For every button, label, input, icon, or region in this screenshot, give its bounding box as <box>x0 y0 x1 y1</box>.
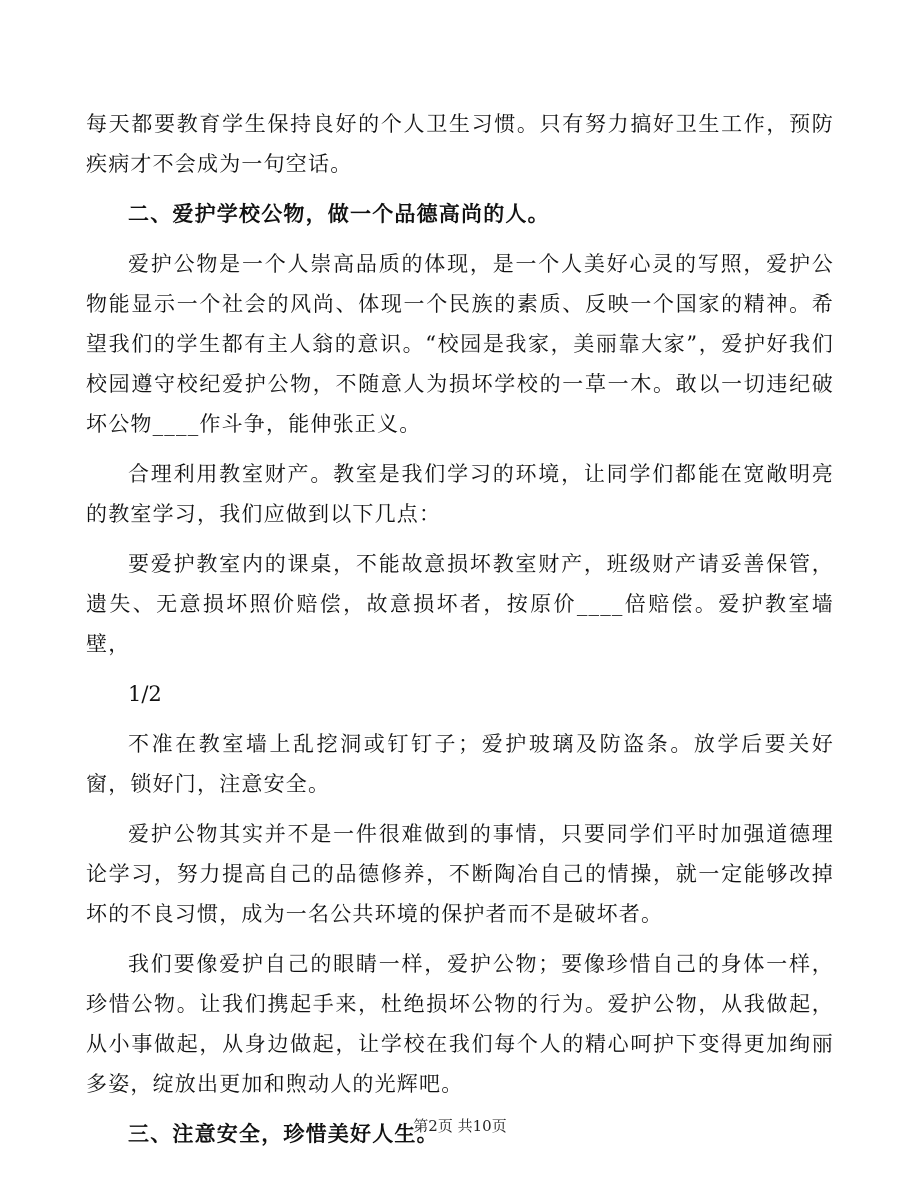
paragraph-protect-property: 爱护公物是一个人崇高品质的体现，是一个人美好心灵的写照，爱护公物能显示一个社会的风尚、体现一个民族的素质、反映一个国家的精神。希望我们的学生都有主人翁的意识。“校园是我家，美丽靠大家”，爱护好我们校园遵守校纪爱护公物，不随意人为损坏学校的一草一木。敢以一切违纪破坏公物____作斗争，能伸张正义。 <box>86 252 834 436</box>
paragraph-hygiene-conclusion: 每天都要教育学生保持良好的个人卫生习惯。只有努力搞好卫生工作，预防疾病才不会成为一句空话。 <box>86 112 834 176</box>
paragraph-classroom-property: 合理利用教室财产。教室是我们学习的环境，让同学们都能在宽敞明亮的教室学习，我们应做到以下几点： <box>86 462 834 526</box>
paragraph-call-to-action: 我们要像爱护自己的眼睛一样，爱护公物；要像珍惜自己的身体一样，珍惜公物。让我们携起手来，杜绝损坏公物的行为。爱护公物，从我做起，从小事做起，从身边做起，让学校在我们每个人的精心呵护下变得更加绚丽多姿，绽放出更加和煦动人的光辉吧。 <box>86 952 834 1096</box>
document-body <box>86 104 834 1154</box>
section-heading-protect-property: 二、爱护学校公物，做一个品德高尚的人。 <box>128 201 550 226</box>
inline-page-number: 1/2 <box>128 682 162 706</box>
paragraph-desk-care: 要爱护教室内的课桌，不能故意损坏教室财产，班级财产请妥善保管，遗失、无意损坏照价赔偿，故意损坏者，按原价____倍赔偿。爱护教室墙壁， <box>86 552 834 656</box>
paragraph-moral-study: 爱护公物其实并不是一件很难做到的事情，只要同学们平时加强道德理论学习，努力提高自己的品德修养，不断陶冶自己的情操，就一定能够改掉坏的不良习惯，成为一名公共环境的保护者而不是破坏者。 <box>86 822 834 926</box>
page-footer: 第2页 共10页 <box>413 1117 507 1135</box>
paragraph-wall-care: 不准在教室墙上乱挖洞或钉钉子；爱护玻璃及防盗条。放学后要关好窗，锁好门，注意安全。 <box>86 732 834 796</box>
section-heading-safety: 三、注意安全，珍惜美好人生。 <box>128 1121 439 1146</box>
